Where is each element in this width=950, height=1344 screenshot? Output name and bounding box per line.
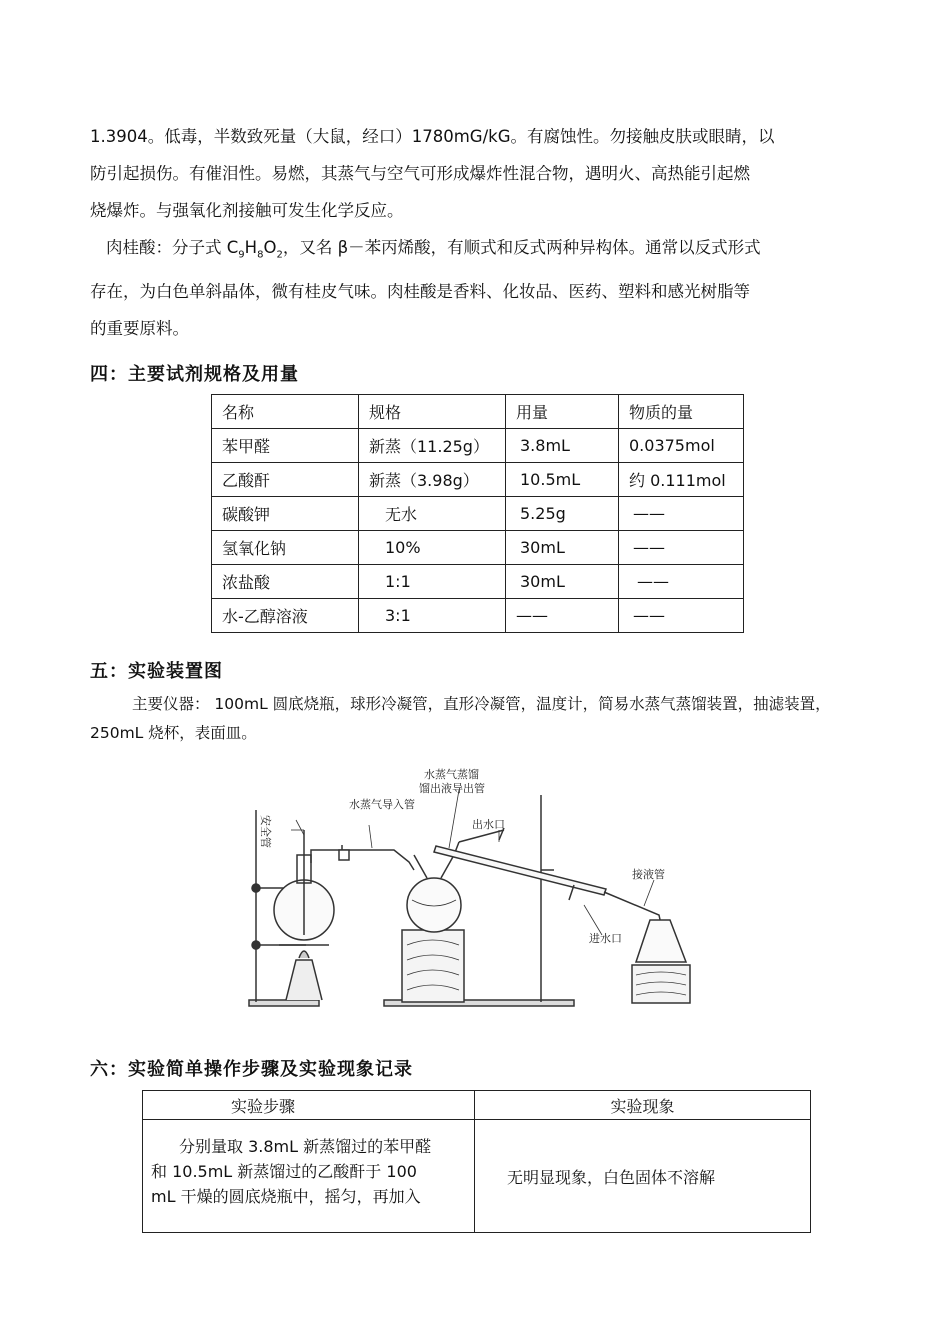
table-row	[212, 497, 744, 531]
header-cell: 实验步骤	[143, 1091, 475, 1120]
label-receiver: 接液管	[632, 868, 665, 881]
table-cell: 新蒸（3.98g）	[359, 463, 506, 497]
table-cell: 3:1	[359, 599, 506, 633]
formula-sub: 2	[276, 249, 283, 261]
intro-line-6: 的重要原料。	[90, 319, 189, 339]
header-cell: 实验现象	[475, 1091, 811, 1120]
intro-paragraph	[90, 118, 865, 347]
intro-line-2: 防引起损伤。有催泪性。易燃，其蒸气与空气可形成爆炸性混合物，遇明火、高热能引起燃	[90, 164, 750, 183]
table-cell: 碳酸钾	[212, 497, 359, 531]
table-cell: ——	[619, 565, 744, 599]
section-5-title: 五：实验装置图	[90, 661, 223, 682]
table-cell: ——	[619, 497, 744, 531]
table-row	[212, 463, 744, 497]
formula-sub: 8	[257, 249, 264, 261]
table-cell: 浓盐酸	[212, 565, 359, 599]
phenomenon-cell: 无明显现象，白色固体不溶解	[475, 1120, 811, 1233]
label-distillate-2: 馏出液导出管	[419, 782, 485, 795]
table-cell: 0.0375mol	[619, 429, 744, 463]
intro-line-1: 1.3904。低毒，半数致死量（大鼠，经口）1780mG/kG。有腐蚀性。勿接触皮肤或眼睛，以	[90, 127, 775, 146]
step-cell	[143, 1120, 475, 1233]
distillation-flask	[407, 878, 461, 932]
table-row	[212, 531, 744, 565]
table-row	[212, 565, 744, 599]
wooden-block	[402, 930, 464, 1002]
label-water-in: 进水口	[589, 932, 622, 945]
intro-line-5: 存在，为白色单斜晶体，微有桂皮气味。肉桂酸是香料、化妆品、医药、塑料和感光树脂等	[90, 282, 750, 302]
instruments-paragraph: 主要仪器： 100mL 圆底烧瓶，球形冷凝管，直形冷凝管，温度计，简易水蒸气蒸馏装置，抽滤装置，250mL 烧杯，表面皿。	[90, 695, 831, 742]
table-cell: 苯甲醛	[212, 429, 359, 463]
step-line: 分别量取 3.8mL 新蒸馏过的苯甲醛	[179, 1137, 432, 1156]
stand-base-left	[249, 1000, 319, 1006]
apparatus-figure	[244, 760, 704, 1015]
section-6-title: 六：实验简单操作步骤及实验现象记录	[90, 1059, 413, 1080]
steps-table	[142, 1090, 811, 1233]
table-cell: 1:1	[359, 565, 506, 599]
table-header-row	[212, 395, 744, 429]
table-cell: 水-乙醇溶液	[212, 599, 359, 633]
label-steam-inlet: 水蒸气导入管	[349, 798, 415, 811]
table-cell: 无水	[359, 497, 506, 531]
table-cell: 10%	[359, 531, 506, 565]
table-cell: 10.5mL	[506, 463, 619, 497]
table-row	[212, 429, 744, 463]
table-cell: 乙酸酐	[212, 463, 359, 497]
table-cell: 30mL	[506, 565, 619, 599]
table-header-row	[143, 1091, 811, 1120]
intro-line-3: 烧爆炸。与强氧化剂接触可发生化学反应。	[90, 201, 404, 220]
label-water-out: 出水口	[472, 818, 505, 831]
table-cell: 5.25g	[506, 497, 619, 531]
step-line: 和 10.5mL 新蒸馏过的乙酸酐于 100	[151, 1162, 417, 1181]
table-cell: ——	[506, 599, 619, 633]
label-safety-tube: 安全管	[259, 815, 272, 848]
section-4-title: 四：主要试剂规格及用量	[90, 364, 299, 385]
formula-h: H	[244, 238, 258, 257]
table-cell: ——	[619, 531, 744, 565]
table-row	[212, 599, 744, 633]
label-distillate-1: 水蒸气蒸馏	[424, 768, 479, 781]
table-cell: 新蒸（11.25g）	[359, 429, 506, 463]
header-cell: 用量	[506, 395, 619, 429]
reagents-table	[211, 394, 744, 633]
table-cell: 约 0.111mol	[619, 463, 744, 497]
step-line: mL 干燥的圆底烧瓶中，摇匀，再加入	[151, 1187, 421, 1206]
condenser	[434, 846, 606, 895]
table-cell: 30mL	[506, 531, 619, 565]
formula-sub: 9	[238, 249, 245, 261]
steam-distillation-diagram	[244, 760, 704, 1015]
cinnamic-formula-prefix: 肉桂酸：分子式 C	[106, 238, 239, 257]
header-cell: 规格	[359, 395, 506, 429]
table-cell: ——	[619, 599, 744, 633]
table-cell: 3.8mL	[506, 429, 619, 463]
cinnamic-desc: ，又名 β－苯丙烯酸，有顺式和反式两种异构体。通常以反式形式	[282, 238, 761, 257]
header-cell: 物质的量	[619, 395, 744, 429]
table-row	[143, 1120, 811, 1233]
header-cell: 名称	[212, 395, 359, 429]
table-cell: 氢氧化钠	[212, 531, 359, 565]
receiver-flask	[636, 920, 686, 962]
formula-o: O	[263, 238, 277, 257]
